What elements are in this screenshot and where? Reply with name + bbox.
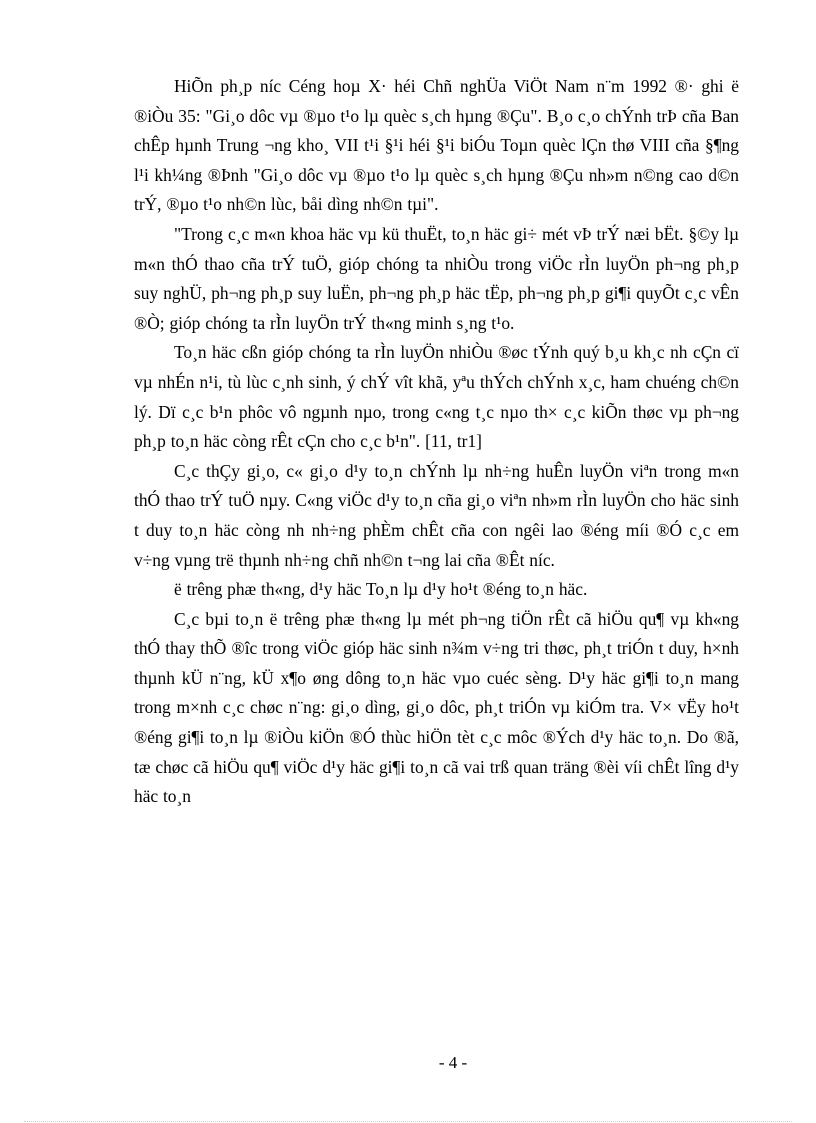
page-bottom-divider (24, 1121, 792, 1122)
body-text (134, 72, 739, 812)
paragraph-teaching-activity: ë trêng phæ th«ng, d¹y häc To¸n lµ d¹y ho¹t ®éng to¸n häc. (174, 579, 588, 600)
page-number: - 4 - (438, 1053, 468, 1072)
paragraph-math-virtues: To¸n häc cßn gióp chóng ta rÌn luyÖn nhiÒu ®øc tÝnh quý b¸u kh¸c nh cÇn cï vµ nhÉn n¹i, tù lùc c¸nh sinh, ý chÝ vît khã, yªu thÝch chÝnh x¸c, ham chuéng ch©n lý. Dï c¸c b¹n phôc vô ngµnh nµo, trong c«ng t¸c nµo th× c¸c kiÕn thøc vµ ph¬ng ph¸p to¸n häc còng rÊt cÇn cho c¸c b¹n". [11, tr1] (134, 342, 739, 452)
paragraph-math-role: "Trong c¸c m«n khoa häc vµ kü thuËt, to¸n häc gi÷ mét vÞ trÝ næi bËt. §©y lµ m«n thÓ thao cña trÝ tuÖ, gióp chóng ta nhiÒu trong viÖc rÌn luyÖn ph¬ng ph¸p suy nghÜ, ph¬ng ph¸p suy luËn, ph¬ng ph¸p häc tËp, ph¬ng ph¸p gi¶i quyÕt c¸c vÊn ®Ò; gióp chóng ta rÌn luyÖn trÝ th«ng minh s¸ng t¹o. (134, 223, 739, 333)
paragraph-constitution: HiÕn ph¸p níc Céng hoµ X· héi Chñ nghÜa ViÖt Nam n¨m 1992 ®· ghi ë ®iÒu 35: "Gi¸o dôc vµ ®µo t¹o lµ quèc s¸ch hµng ®Çu". B¸o c¸o chÝnh trÞ cña Ban chÊp hµnh Trung ¬ng kho¸ VII t¹i §¹i héi §¹i biÓu Toµn quèc lÇn thø VIII cña §¶ng l¹i kh¼ng ®Þnh "Gi¸o dôc vµ ®µo t¹o lµ quèc s¸ch hµng ®Çu nh»m n©ng cao d©n trÝ, ®µo t¹o nh©n lùc, båi dìng nh©n tµi". (134, 76, 739, 215)
paragraph-teachers: C¸c thÇy gi¸o, c« gi¸o d¹y to¸n chÝnh lµ nh÷ng huÊn luyÖn viªn trong m«n thÓ thao trÝ tuÖ nµy. C«ng viÖc d¹y to¸n cña gi¸o viªn nh»m rÌn luyÖn cho häc sinh t duy to¸n häc còng nh nh÷ng phÈm chÊt cña con ngêi lao ®éng míi ®Ó c¸c em v÷ng vµng trë thµnh nh÷ng chñ nh©n t¬ng lai cña ®Êt níc. (134, 460, 739, 570)
paragraph-problem-solving: C¸c bµi to¸n ë trêng phæ th«ng lµ mét ph¬ng tiÖn rÊt cã hiÖu qu¶ vµ kh«ng thÓ thay thÕ ®îc trong viÖc gióp häc sinh n¾m v÷ng tri thøc, ph¸t triÓn t duy, h×nh thµnh kÜ n¨ng, kÜ x¶o øng dông to¸n häc vµo cuéc sèng. D¹y häc gi¶i to¸n mang trong m×nh c¸c chøc n¨ng: gi¸o dìng, gi¸o dôc, ph¸t triÓn vµ kiÓm tra. V× vËy ho¹t ®éng gi¶i to¸n lµ ®iÒu kiÖn ®Ó thùc hiÖn tèt c¸c môc ®Ých d¹y häc to¸n. Do ®ã, tæ chøc cã hiÖu qu¶ viÖc d¹y häc gi¶i to¸n cã vai trß quan träng ®èi víi chÊt lîng d¹y häc to¸n (134, 608, 739, 807)
